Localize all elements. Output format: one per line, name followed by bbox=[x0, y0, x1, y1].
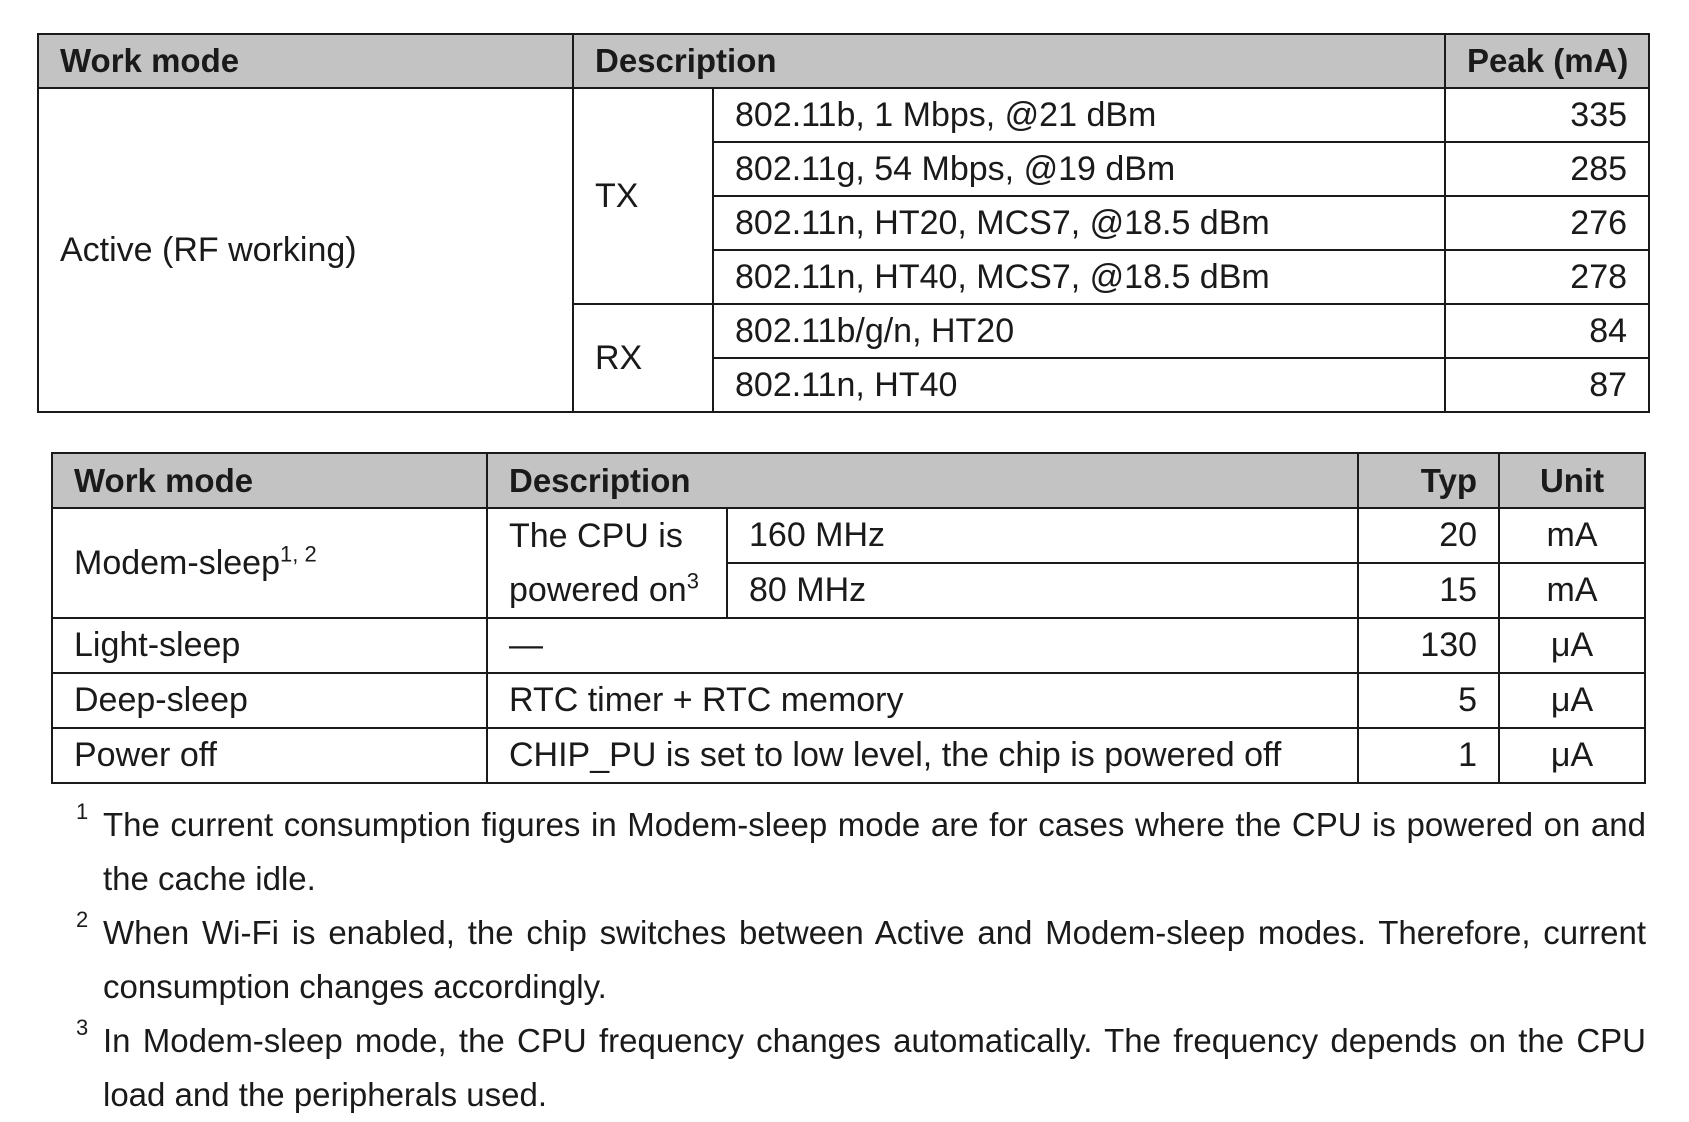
mode-cell: Deep-sleep bbox=[52, 673, 487, 728]
peak-value-cell: 84 bbox=[1445, 304, 1649, 358]
table-row bbox=[52, 508, 1645, 563]
description-cell: 802.11g, 54 Mbps, @19 dBm bbox=[713, 142, 1445, 196]
footnote-mark: 1 bbox=[76, 799, 89, 824]
description-cell: — bbox=[487, 618, 1358, 673]
unit-cell: mA bbox=[1499, 508, 1645, 563]
table-row bbox=[52, 728, 1645, 783]
mode-cell: Light-sleep bbox=[52, 618, 487, 673]
typ-value-cell: 20 bbox=[1358, 508, 1499, 563]
footnote-text: The current consumption figures in Modem-sleep mode are for cases where the CPU is powered on and the cache idle. bbox=[103, 806, 1646, 897]
cpu-powered-cell bbox=[487, 508, 727, 618]
peak-value-cell: 87 bbox=[1445, 358, 1649, 412]
header-description: Description bbox=[573, 34, 1445, 88]
description-cell: 802.11n, HT40, MCS7, @18.5 dBm bbox=[713, 250, 1445, 304]
header-row bbox=[38, 34, 1649, 88]
header-work-mode: Work mode bbox=[38, 34, 573, 88]
unit-cell: mA bbox=[1499, 563, 1645, 618]
frequency-cell: 80 MHz bbox=[727, 563, 1358, 618]
unit-cell: μA bbox=[1499, 673, 1645, 728]
peak-current-table bbox=[37, 33, 1650, 413]
table-row bbox=[52, 673, 1645, 728]
footnote-text: In Modem-sleep mode, the CPU frequency changes automatically. The frequency depends on the CPU load and the peripherals used. bbox=[103, 1022, 1646, 1113]
description-cell: 802.11n, HT40 bbox=[713, 358, 1445, 412]
description-cell: CHIP_PU is set to low level, the chip is powered off bbox=[487, 728, 1358, 783]
footnote-2 bbox=[76, 906, 1646, 1014]
cpu-line-1: The CPU is bbox=[509, 517, 683, 555]
description-cell: 802.11b, 1 Mbps, @21 dBm bbox=[713, 88, 1445, 142]
mode-label: Modem-sleep bbox=[74, 543, 280, 582]
unit-cell: μA bbox=[1499, 728, 1645, 783]
peak-value-cell: 335 bbox=[1445, 88, 1649, 142]
header-typ: Typ bbox=[1358, 453, 1499, 508]
header-row bbox=[52, 453, 1645, 508]
header-peak: Peak (mA) bbox=[1445, 34, 1649, 88]
description-cell: RTC timer + RTC memory bbox=[487, 673, 1358, 728]
table-row bbox=[52, 618, 1645, 673]
frequency-cell: 160 MHz bbox=[727, 508, 1358, 563]
mode-cell-modem-sleep bbox=[52, 508, 487, 618]
table-row bbox=[38, 88, 1649, 142]
footnote-text: When Wi-Fi is enabled, the chip switches between Active and Modem-sleep modes. Therefore, current consumption changes accordingly. bbox=[103, 914, 1646, 1005]
header-work-mode: Work mode bbox=[52, 453, 487, 508]
unit-cell: μA bbox=[1499, 618, 1645, 673]
footnote-ref: 1, 2 bbox=[279, 541, 317, 567]
description-cell: 802.11n, HT20, MCS7, @18.5 dBm bbox=[713, 196, 1445, 250]
typ-value-cell: 5 bbox=[1358, 673, 1499, 728]
tx-cell: TX bbox=[573, 88, 713, 304]
footnote-ref: 3 bbox=[686, 568, 699, 594]
footnote-3 bbox=[76, 1014, 1646, 1122]
footnote-mark: 2 bbox=[76, 907, 89, 932]
sleep-current-table bbox=[51, 452, 1646, 784]
peak-value-cell: 278 bbox=[1445, 250, 1649, 304]
typ-value-cell: 130 bbox=[1358, 618, 1499, 673]
description-cell: 802.11b/g/n, HT20 bbox=[713, 304, 1445, 358]
footnote-mark: 3 bbox=[76, 1015, 89, 1040]
rx-cell: RX bbox=[573, 304, 713, 412]
header-unit: Unit bbox=[1499, 453, 1645, 508]
peak-value-cell: 276 bbox=[1445, 196, 1649, 250]
typ-value-cell: 15 bbox=[1358, 563, 1499, 618]
typ-value-cell: 1 bbox=[1358, 728, 1499, 783]
mode-cell-active: Active (RF working) bbox=[38, 88, 573, 412]
peak-value-cell: 285 bbox=[1445, 142, 1649, 196]
mode-cell: Power off bbox=[52, 728, 487, 783]
footnote-1 bbox=[76, 798, 1646, 906]
cpu-line-2: powered on bbox=[509, 571, 687, 609]
footnotes bbox=[76, 798, 1646, 1122]
header-description: Description bbox=[487, 453, 1358, 508]
